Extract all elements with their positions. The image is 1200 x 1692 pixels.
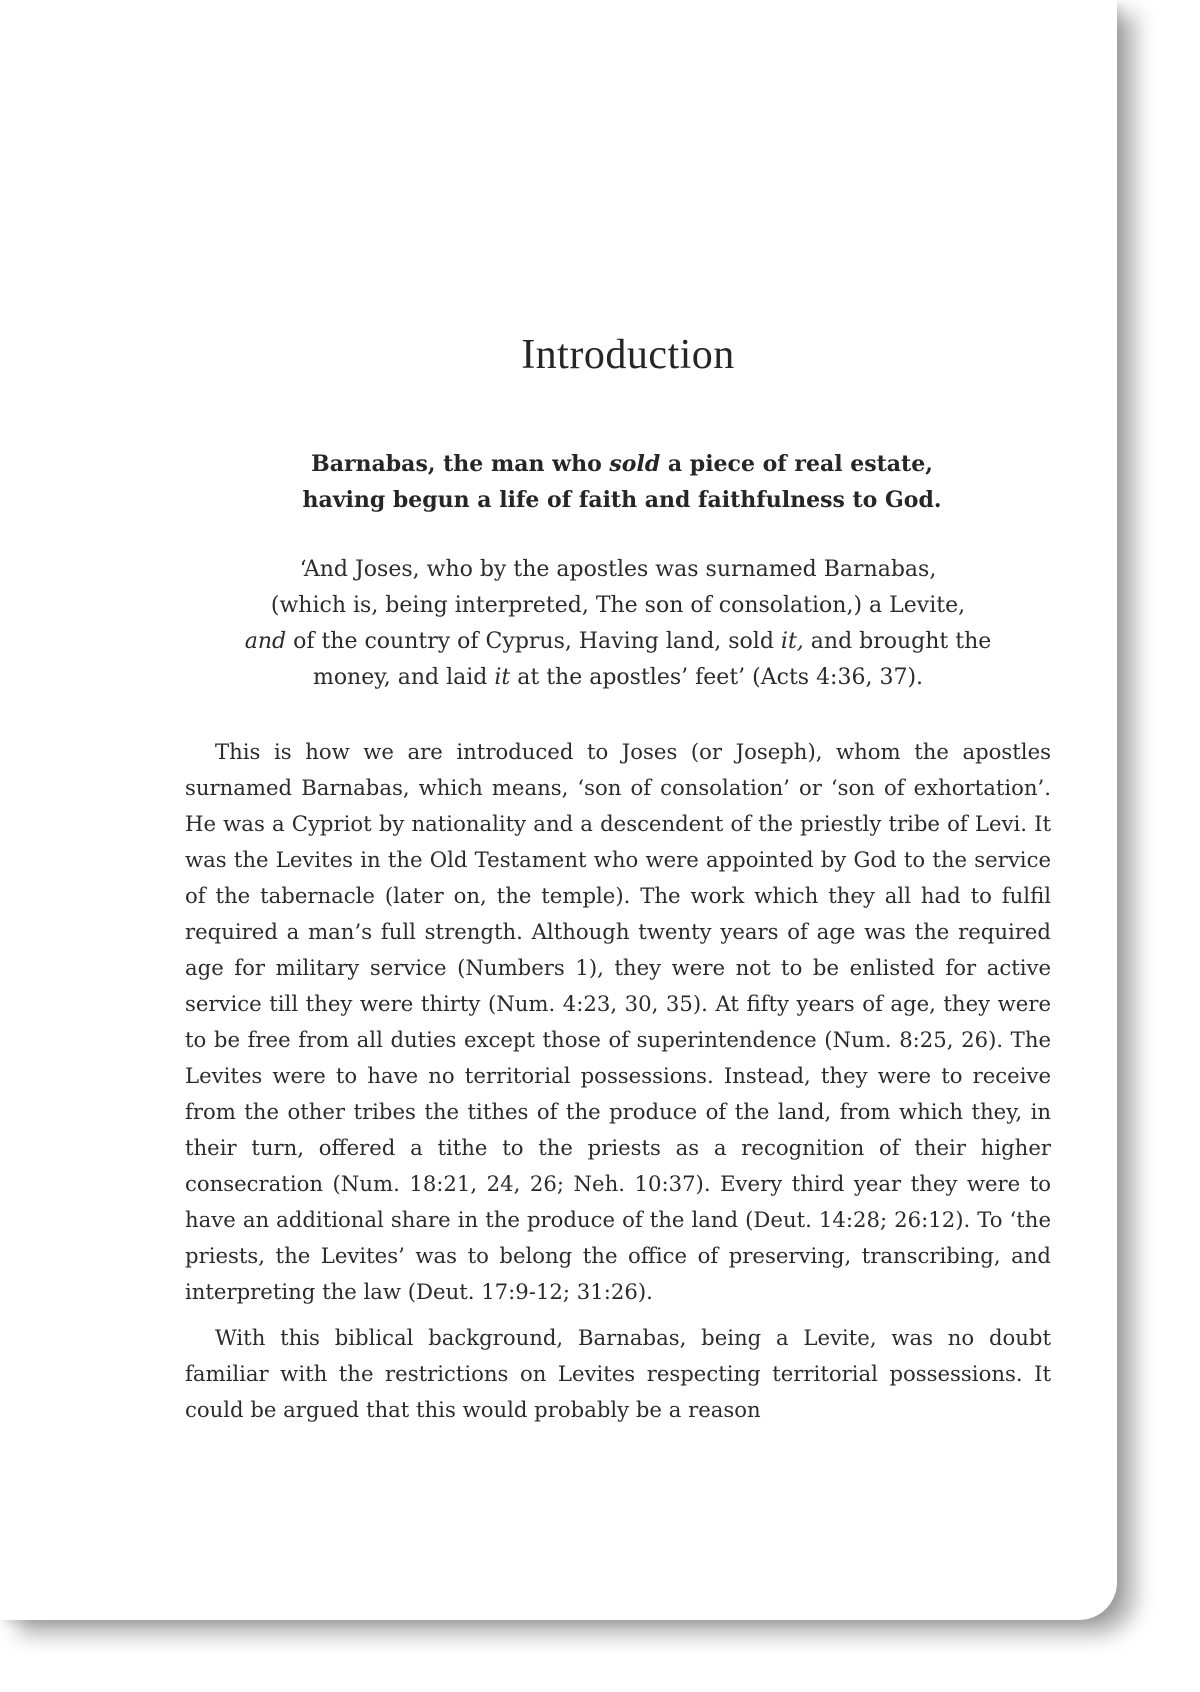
body-paragraph: With this biblical background, Barnabas, being a Levite, was no doubt familiar with the restrictions on Levites respecting territorial possessions. It could be argued that this would probably be a reason [185, 1325, 1051, 1423]
quote-italic-it-2: it [494, 665, 511, 691]
quote-line-4-text-b: at the apostles’ feet’ (Acts 4:36, 37). [510, 665, 924, 691]
quote-line-3 [199, 624, 1037, 660]
quote-line-3-text-a: of the country of Cyprus, Having land, sold [286, 629, 781, 655]
quote-line-4-text-a: money, and laid [312, 665, 495, 691]
quote-italic-and: and [244, 629, 287, 655]
quote-line-4 [199, 660, 1037, 696]
subtitle-line-1 [189, 446, 1055, 482]
quote-line-2: (which is, being interpreted, The son of consolation,) a Levite, [270, 593, 966, 619]
scripture-quote [185, 552, 1051, 696]
quote-line-3-text-b: and brought the [803, 629, 992, 655]
subtitle-text-post: a piece of real estate, [660, 451, 933, 478]
subtitle-line-2: having begun a life of faith and faithfulness to God. [302, 487, 942, 514]
subtitle-text-pre: Barnabas, the man who [311, 451, 610, 478]
quote-line-1: ‘And Joses, who by the apostles was surnamed Barnabas, [299, 557, 937, 583]
chapter-title: Introduction [521, 332, 735, 378]
page-content [185, 330, 1051, 1428]
body-paragraph: This is how we are introduced to Joses (or Joseph), whom the apostles surnamed Barnabas, which means, ‘son of consolation’ or ‘son of exhortation’. He was a Cypriot by nationality and a descendent of the priestly tribe of Levi. It was the Levites in the Old Testament who were appointed by God to the service of the tabernacle (later on, the temple). The work which they all had to fulfil required a man’s full strength. Although twenty years of age was the required age for military service (Numbers 1), they were not to be enlisted for active service till they were thirty (Num. 4:23, 30, 35). At fifty years of age, they were to be free from all duties except those of superintendence (Num. 8:25, 26). The Levites were to have no territorial possessions. Instead, they were to receive from the other tribes the tithes of the produce of the land, from which they, in their turn, offered a tithe to the priests as a recognition of their higher consecration (Num. 18:21, 24, 26; Neh. 10:37). Every third year they were to have an additional share in the produce of the land (Deut. 14:28; 26:12). To ‘the priests, the Levites’ was to belong the office of preserving, transcribing, and interpreting the law (Deut. 17:9-12; 31:26). [185, 739, 1051, 1305]
subtitle-emphasis: sold [609, 451, 661, 478]
chapter-subtitle [189, 446, 1055, 518]
quote-italic-it: it, [780, 629, 804, 655]
